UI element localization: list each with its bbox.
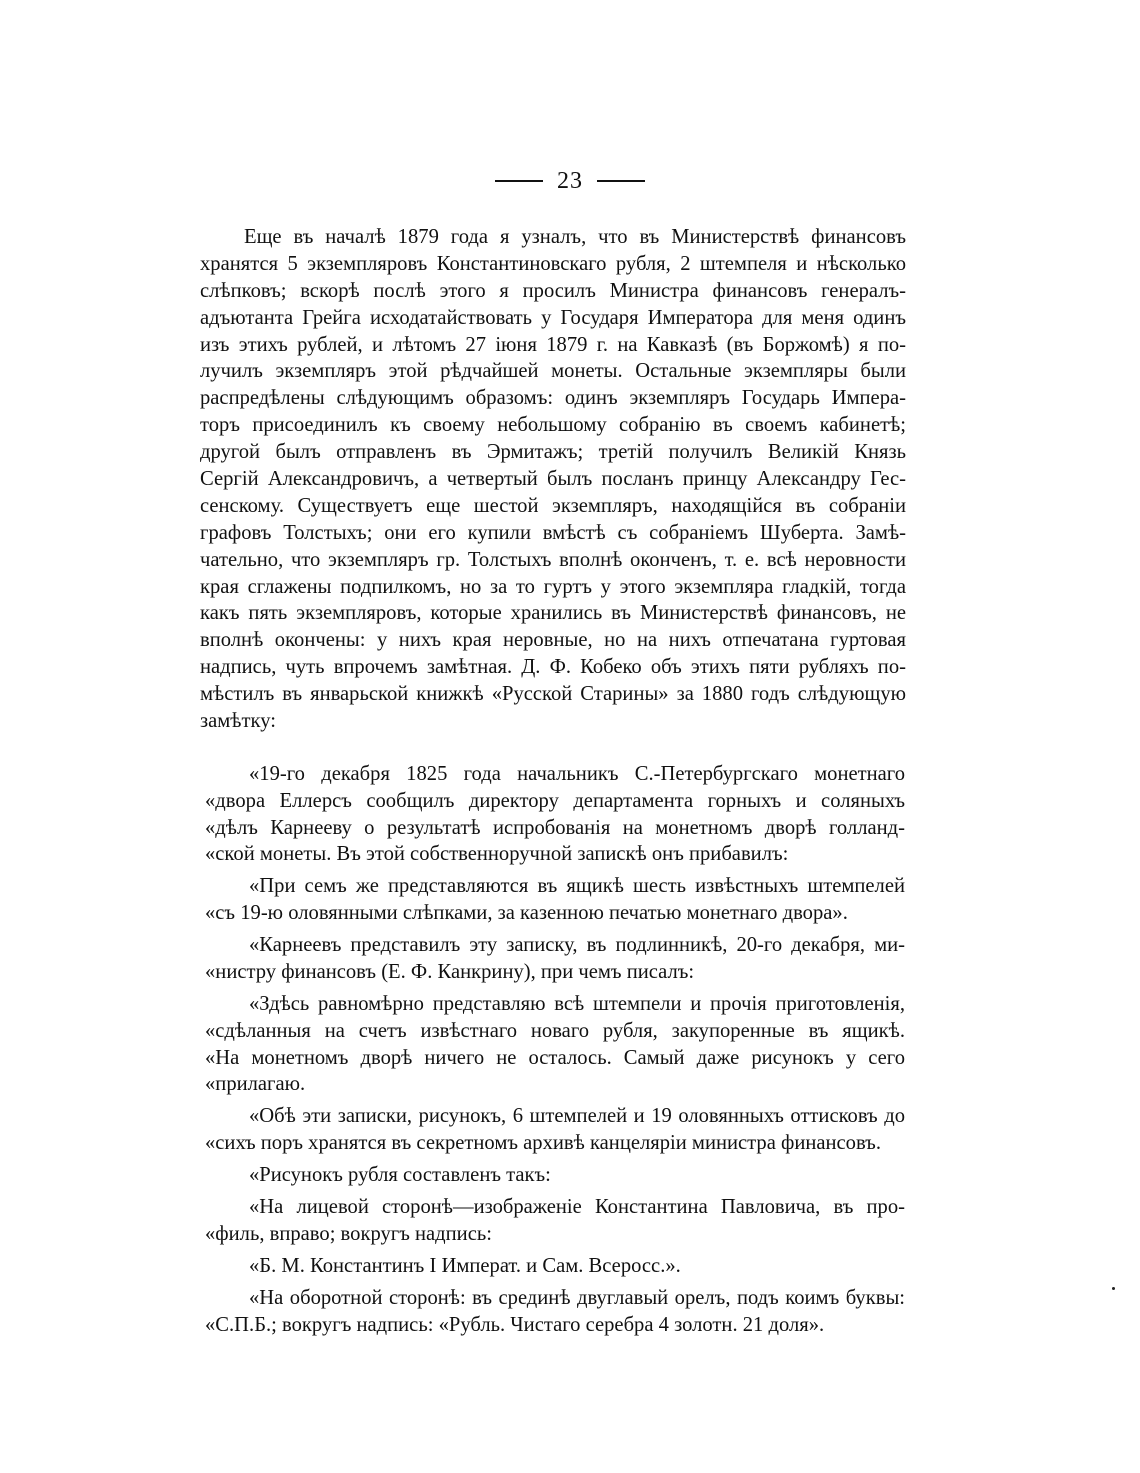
text-line: чательно, что экземпляръ гр. Толстыхъ вполнѣ оконченъ, т. е. всѣ неровности xyxy=(200,548,906,571)
text-line: адъютанта Грейга исходатайствовать у Государя Императора для меня одинъ xyxy=(200,306,906,329)
text-line: какъ пять экземпляровъ, которые хранились въ Министерствѣ финансовъ, не xyxy=(200,602,906,625)
quoted-document xyxy=(205,761,905,1338)
quote-line: «На оборотной сторонѣ: въ срединѣ двуглавый орелъ, подъ коимъ буквы: xyxy=(249,1286,905,1309)
text-line: Сергій Александровичъ, а четвертый былъ посланъ принцу Александру Гес- xyxy=(200,468,906,491)
quote-paragraph xyxy=(205,1103,905,1157)
quote-line: «нистру финансовъ (Е. Ф. Канкрину), при чемъ писалъ: xyxy=(205,960,695,983)
quote-line: «дѣлъ Карнееву о результатѣ испробованія на монетномъ дворѣ голланд- xyxy=(205,816,905,839)
quote-line: «При семъ же представляются въ ящикѣ шесть извѣстныхъ штемпелей xyxy=(249,875,905,898)
quote-line: «Б. М. Константинъ I Императ. и Сам. Всеросс.». xyxy=(249,1254,681,1277)
quote-line: «прилагаю. xyxy=(205,1073,306,1096)
text-line: графовъ Толстыхъ; они его купили вмѣстѣ съ собраніемъ Шуберта. Замѣ- xyxy=(200,521,906,544)
quote-line: «сдѣланныя на счетъ извѣстнаго новаго рубля, закупоренные въ ящикѣ. xyxy=(205,1019,905,1042)
text-line: торъ присоединилъ къ своему небольшому собранію въ своемъ кабинетѣ; xyxy=(200,414,906,437)
header-rule-left xyxy=(495,180,543,182)
text-line: лучилъ экземпляръ этой рѣдчайшей монеты. Остальные экземпляры были xyxy=(200,360,906,383)
quote-line: «Обѣ эти записки, рисунокъ, 6 штемпелей и 19 оловянныхъ оттисковъ до xyxy=(249,1105,905,1128)
quote-line: «двора Еллерсъ сообщилъ директору департамента горныхъ и соляныхъ xyxy=(205,789,905,812)
text-line: изъ этихъ рублей, и лѣтомъ 27 іюня 1879 г. на Кавказѣ (въ Боржомѣ) я по- xyxy=(200,333,906,356)
text-line: края сглажены подпилкомъ, но за то гуртъ у этого экземпляра гладкій, тогда xyxy=(200,575,906,598)
quote-line: «На монетномъ дворѣ ничего не осталось. Самый даже рисунокъ у сего xyxy=(205,1046,905,1069)
quote-paragraph xyxy=(205,873,905,927)
intro-paragraph xyxy=(200,224,906,735)
quote-paragraph xyxy=(205,1253,905,1280)
quote-line: «На лицевой сторонѣ—изображеніе Константина Павловича, въ про- xyxy=(249,1196,905,1219)
header-rule-right xyxy=(597,180,645,182)
quote-line: «С.П.Б.; вокругъ надпись: «Рубль. Чистаго серебра 4 золотн. 21 доля». xyxy=(205,1313,825,1336)
text-line: распредѣлены слѣдующимъ образомъ: одинъ экземпляръ Государь Импера- xyxy=(200,387,906,410)
page-number: 23 xyxy=(557,167,583,194)
text-line: замѣтку: xyxy=(200,710,276,733)
quote-line: «Рисунокъ рубля составленъ такъ: xyxy=(249,1164,551,1187)
quote-paragraph xyxy=(205,991,905,1098)
quote-line: «филь, вправо; вокругъ надпись: xyxy=(205,1222,492,1245)
text-line: Еще въ началѣ 1879 года я узналъ, что въ Министерствѣ финансовъ xyxy=(244,226,906,248)
quote-line: «19-го декабря 1825 года начальникъ С.-Петербургскаго монетнаго xyxy=(249,763,905,785)
text-line: другой былъ отправленъ въ Эрмитажъ; третій получилъ Великій Князь xyxy=(200,441,906,464)
quote-line: «сихъ поръ хранятся въ секретномъ архивѣ канцеляріи министра финансовъ. xyxy=(205,1132,881,1155)
quote-line: «съ 19-ю оловянными слѣпками, за казенною печатью монетнаго двора». xyxy=(205,902,848,925)
quote-paragraph xyxy=(205,761,905,868)
quote-paragraph xyxy=(205,932,905,986)
text-line: сенскому. Существуетъ еще шестой экземпляръ, находящійся въ собраніи xyxy=(200,494,906,517)
quote-paragraph xyxy=(205,1194,905,1248)
page-header xyxy=(0,165,1140,197)
text-line: мѣстилъ въ январьской книжкѣ «Русской Старины» за 1880 годъ слѣдующую xyxy=(200,683,906,706)
quote-paragraph xyxy=(205,1162,905,1189)
quote-line: «Карнеевъ представилъ эту записку, въ подлинникѣ, 20-го декабря, ми- xyxy=(249,934,905,957)
quote-line: «Здѣсь равномѣрно представляю всѣ штемпели и прочія приготовленія, xyxy=(249,992,905,1015)
margin-speck xyxy=(1112,1287,1115,1290)
text-line: вполнѣ окончены: у нихъ края неровные, но на нихъ отпечатана гуртовая xyxy=(200,629,906,652)
text-line: хранятся 5 экземпляровъ Константиновскаго рубля, 2 штемпеля и нѣсколько xyxy=(200,252,906,275)
text-line: надпись, чуть впрочемъ замѣтная. Д. Ф. Кобеко объ этихъ пяти рубляхъ по- xyxy=(200,656,906,679)
quote-line: «ской монеты. Въ этой собственноручной запискѣ онъ прибавилъ: xyxy=(205,843,789,866)
quote-paragraph xyxy=(205,1285,905,1339)
text-line: слѣпковъ; вскорѣ послѣ этого я просилъ Министра финансовъ генералъ- xyxy=(200,279,906,302)
